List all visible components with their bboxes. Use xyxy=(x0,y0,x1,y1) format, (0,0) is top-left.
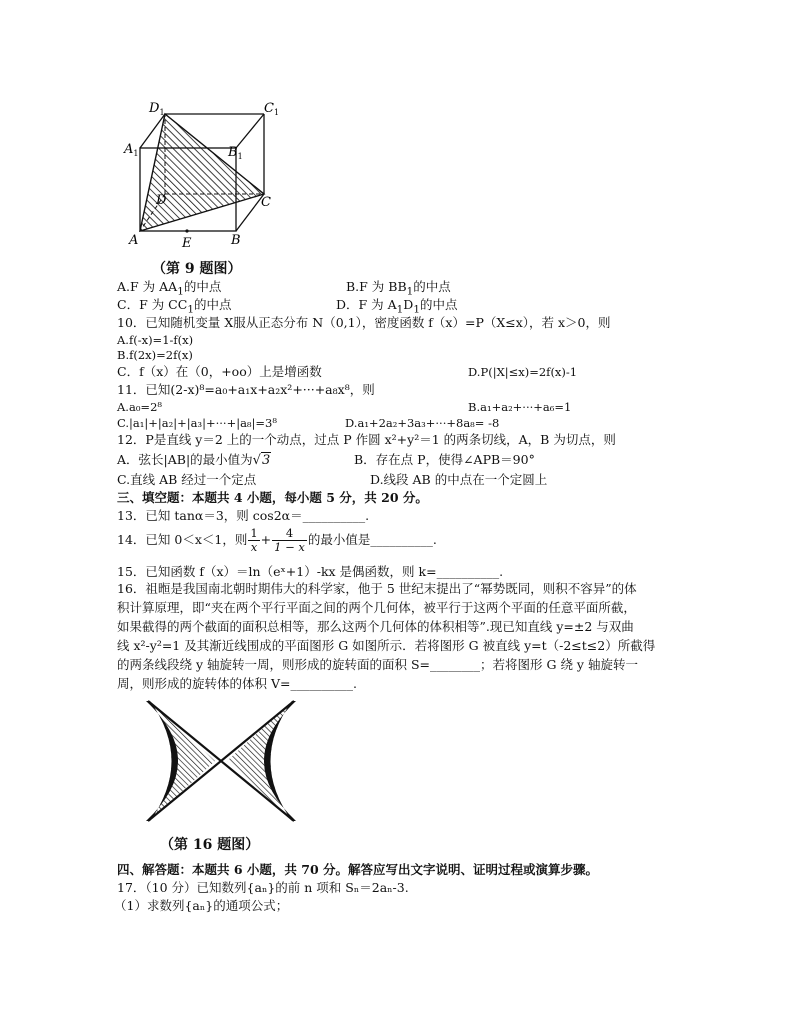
q11-option-b: B.a₁+a₂+···+a₆=1 xyxy=(468,400,572,414)
section-3-heading: 三、填空题：本题共 4 小题，每小题 5 分，共 20 分。 xyxy=(117,490,428,505)
q11-stem: 11．已知(2-x)⁸=a₀+a₁x+a₂x²+···+a₈x⁸，则 xyxy=(117,382,375,397)
label-d: D xyxy=(156,193,167,208)
label-b: B xyxy=(231,233,241,248)
q13: 13．已知 tanα＝3，则 cos2α＝__________. xyxy=(117,508,370,523)
q10-option-d: D.P(|X|≤x)=2f(x)-1 xyxy=(468,365,578,379)
label-c1: $C_1$ xyxy=(264,101,280,117)
q16-line-1: 16．祖暅是我国南北朝时期伟大的科学家，他于 5 世纪末提出了“幂势既同，则积不容异”的体 xyxy=(117,581,637,596)
label-a1: $A_1$ xyxy=(124,142,139,158)
section-4-heading: 四、解答题：本题共 6 小题，共 70 分。解答应写出文字说明、证明过程或演算步骤。 xyxy=(117,862,599,877)
q9-option-d: D．F 为 $A_1D_1$的中点 xyxy=(336,297,458,316)
q12-option-c: C.直线 AB 经过一个定点 xyxy=(117,472,257,487)
q17-part-1: （1）求数列{aₙ}的通项公式； xyxy=(114,898,289,913)
q11-option-c: C.|a₁|+|a₂|+|a₃|+···+|a₈|=3⁸ xyxy=(117,416,277,430)
q16-line-2: 积计算原理，即“夹在两个平行平面之间的两个几何体，被平行于这两个平面的任意平面所截， xyxy=(117,600,636,615)
figure-9-caption: （第 9 题图） xyxy=(152,261,242,277)
q14: 14．已知 0＜x＜1，则 $\frac{1}{x}$ + $\frac{4}{1 - x}$ 的最小值是__________. xyxy=(117,526,437,554)
label-e: E xyxy=(182,236,192,251)
q9-option-c: C．F 为 $CC_1$的中点 xyxy=(117,297,232,316)
label-d1: $D_1$ xyxy=(149,101,165,117)
q16-line-6: 周，则形成的旋转体的体积 V=__________. xyxy=(117,676,357,691)
figure-16-caption: （第 16 题图） xyxy=(160,837,260,853)
figure-9-cube xyxy=(120,96,280,256)
label-b1: $B_1$ xyxy=(228,145,243,161)
q17-stem: 17．（10 分）已知数列{aₙ}的前 n 项和 Sₙ＝2aₙ-3. xyxy=(117,880,409,895)
q10-option-a: A.f(-x)=1-f(x) xyxy=(117,333,194,347)
q9-option-a: A.F 为 $AA_1$的中点 xyxy=(117,279,222,298)
figure-16-hyperbola-region xyxy=(138,696,304,826)
q11-option-a: A.a₀=2⁸ xyxy=(117,400,162,414)
q15: 15．已知函数 f（x）＝ln（eˣ+1）-kx 是偶函数，则 k=__________. xyxy=(117,564,504,579)
q16-line-5: 的两条线段绕 y 轴旋转一周，则形成的旋转面的面积 S=________；若将图形 G 绕 y 轴旋转一 xyxy=(117,657,638,672)
q12-option-b: B．存在点 P，使得∠APB＝90° xyxy=(354,452,535,467)
label-a: A xyxy=(129,233,139,248)
label-c: C xyxy=(261,195,271,210)
fraction-4-over-1-minus-x: $\frac{4}{1 - x}$ xyxy=(274,526,305,554)
q9-option-b: B.F 为 $BB_1$的中点 xyxy=(346,279,451,298)
q10-stem: 10．已知随机变量 X服从正态分布 N（0,1），密度函数 f（x）=P（X≤x），若 x＞0，则 xyxy=(117,315,611,330)
fraction-1-over-x: $\frac{1}{x}$ xyxy=(250,526,258,554)
q11-option-d: D.a₁+2a₂+3a₃+···+8a₈= -8 xyxy=(345,416,500,430)
q12-stem: 12．P是直线 y＝2 上的一个动点，过点 P 作圆 x²+y²＝1 的两条切线，A，B 为切点，则 xyxy=(117,432,616,447)
q12-option-a: A．弦长|AB|的最小值为√3 xyxy=(117,452,271,468)
q16-line-4: 线 x²-y²=1 及其渐近线围成的平面图形 G 如图所示．若将图形 G 被直线 y=t（-2≤t≤2）所截得 xyxy=(117,638,656,653)
q10-option-c: C．f（x）在（0，+oo）上是增函数 xyxy=(117,364,322,379)
q12-option-d: D.线段 AB 的中点在一个定圆上 xyxy=(370,472,548,487)
q16-line-3: 如果截得的两个截面的面积总相等，那么这两个几何体的体积相等”.现已知直线 y=±2 与双曲 xyxy=(117,619,634,634)
q10-option-b: B.f(2x)=2f(x) xyxy=(117,348,193,362)
